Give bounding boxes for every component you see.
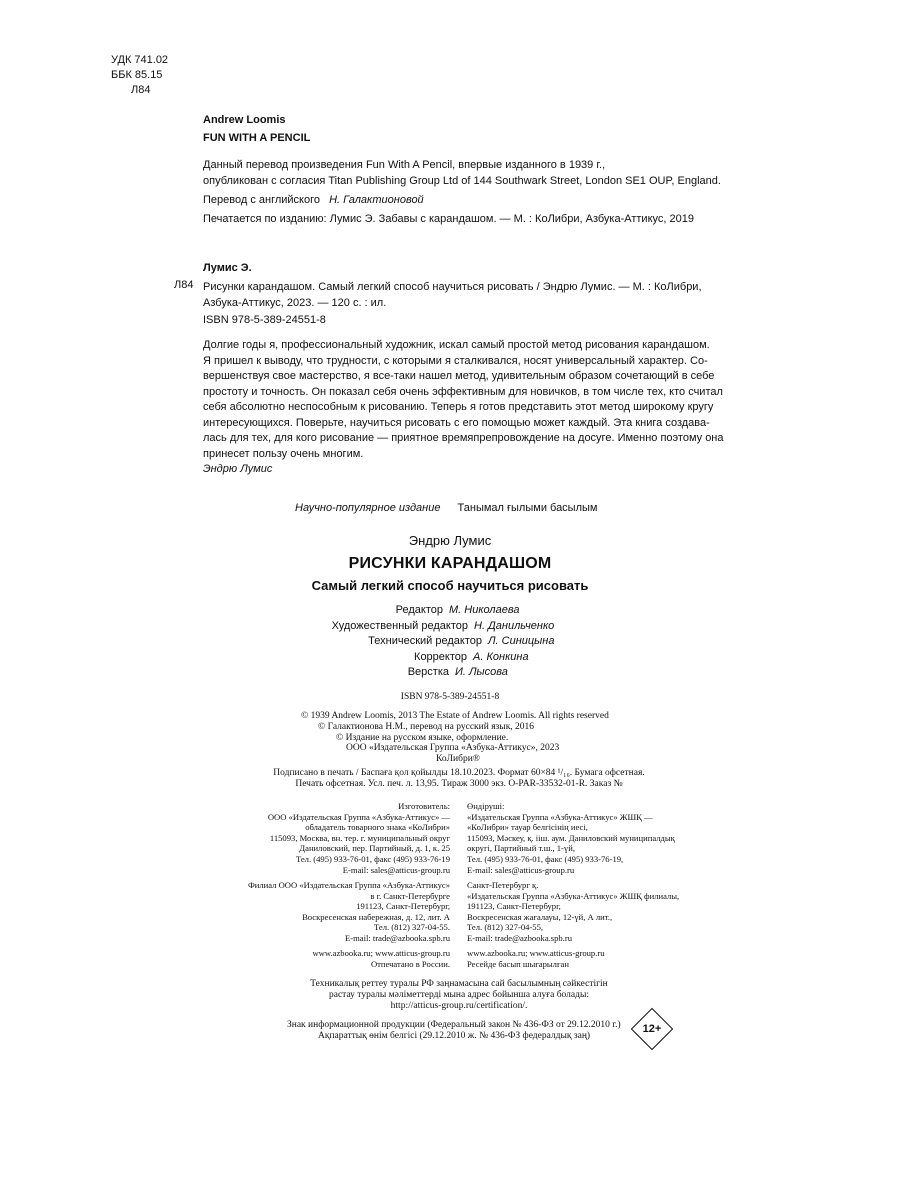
info-sign-line: Ақпараттық өнім белгісі (29.12.2010 ж. № 436-ФЗ федералдық заң) <box>318 1030 591 1041</box>
info-sign-line: Знак информационной продукции (Федеральный закон № 436-ФЗ от 29.12.2010 г.) <box>287 1020 621 1030</box>
book-subtitle: Самый легкий способ научиться рисовать <box>311 578 589 593</box>
copyright-line: ООО «Издательская Группа «Азбука-Аттикус», 2023 <box>346 743 560 754</box>
tech-regulation <box>0 979 900 1011</box>
annotation-line: Я пришел к выводу, что трудности, с которыми я сталкивался, носят универсальный характер. Со- <box>203 354 708 367</box>
book-title: РИСУНКИ КАРАНДАШОМ <box>348 555 552 572</box>
manufacturer-kz-line: E-mail: sales@atticus-group.ru <box>467 864 575 875</box>
manufacturer-ru-line: Даниловский, пер. Партийный, д. 1, к. 25 <box>299 843 450 854</box>
rights-notice <box>203 157 721 189</box>
catalog-isbn: ISBN 978-5-389-24551-8 <box>203 314 326 326</box>
credit-role: Корректор <box>414 650 467 663</box>
classification-codes <box>111 53 168 98</box>
web-ru-line: Отпечатано в России. <box>370 958 450 969</box>
annotation-line: Долгие годы я, профессиональный художник, искал самый простой метод рисования карандашом. <box>203 339 710 351</box>
credit-role: Редактор <box>395 604 443 616</box>
branch-kz-line: Тел. (812) 327-04-55, <box>467 922 544 933</box>
credit-role: Верстка <box>407 666 449 679</box>
copyright-block <box>301 711 609 765</box>
annotation-line: вершенствуя свое мастерство, я все-таки нашел метод, удивительным образом сочетающий в себе <box>203 370 715 382</box>
manufacturer-kz-line: округі, Партийный т.ш., 1-үй, <box>467 843 575 854</box>
print-info <box>0 768 900 790</box>
credit-role: Технический редактор <box>368 635 482 648</box>
web-kz <box>467 948 605 969</box>
annotation <box>203 338 724 478</box>
translator-name: Н. Галактионовой <box>329 194 424 206</box>
annotation-line: себя абсолютно неспособным к рисованию. Теперь я готов представить этот метод широкому кругу <box>203 401 714 413</box>
credit-name: А. Конкина <box>473 650 529 663</box>
manufacturer-ru-line: обладатель товарного знака «КоЛибри» <box>305 822 450 833</box>
annotation-signature: Эндрю Лумис <box>203 463 273 475</box>
branch-kz-line: «Издательская Группа «Азбука-Аттикус» ЖШҚ филиалы, <box>467 890 680 901</box>
tech-regulation-line: Техникалық реттеу туралы РФ заңнамасына сай басылымның сәйкестігін <box>310 979 608 989</box>
author-mark: Л84 <box>131 84 151 96</box>
tech-regulation-line: растау туралы мәліметтерді мына адрес бойынша алуға болады: <box>329 989 589 1000</box>
manufacturer-ru-line: ООО «Издательская Группа «Азбука-Аттикус» — <box>267 811 450 822</box>
manufacturer-kz <box>467 801 675 875</box>
edition-type <box>295 502 597 514</box>
web-ru <box>312 948 450 969</box>
catalog-line: Рисунки карандашом. Самый легкий способ научиться рисовать / Эндрю Лумис. — М. : КоЛибри, <box>203 281 702 293</box>
catalog-heading: Лумис Э. <box>203 262 252 274</box>
printed-from: Печатается по изданию: Лумис Э. Забавы с карандашом. — М. : КоЛибри, Азбука-Аттикус, 2019 <box>203 213 694 225</box>
branch-ru-line: Филиал ООО «Издательская Группа «Азбука-Аттикус» <box>247 880 450 890</box>
rights-line: Данный перевод произведения Fun With A Pencil, впервые изданного в 1939 г., <box>203 159 606 171</box>
branch-ru-line: Воскресенская набережная, д. 12, лит. А <box>302 911 450 922</box>
copyright-line: © 1939 Andrew Loomis, 2013 The Estate of Andrew Loomis. All rights reserved <box>301 711 609 721</box>
age-rating-badge: 12+ <box>642 1023 662 1035</box>
manufacturer-ru-line: 115093, Москва, вн. тер. г. муниципальный округ <box>269 832 450 843</box>
credit-name: Н. Данильченко <box>474 619 555 632</box>
annotation-line: лась для тех, для кого рисование — приятное времяпрепровождение на досуге. Именно поэтому она <box>203 432 724 444</box>
original-title: FUN WITH A PENCIL <box>203 132 311 144</box>
credit-row <box>0 603 900 619</box>
catalog-mark: Л84 <box>174 279 194 291</box>
edition-author: Эндрю Лумис <box>408 533 492 548</box>
branch-ru-line: 191123, Санкт-Петербург, <box>356 901 450 912</box>
credit-role: Художественный редактор <box>331 619 468 632</box>
copyright-line: КоЛибри® <box>436 754 481 765</box>
manufacturer-kz-line: «КоЛибри» тауар белгісінің иесі, <box>467 822 588 833</box>
bbk-code: ББК 85.15 <box>111 69 163 81</box>
branch-kz-line: Санкт-Петербург қ. <box>467 880 539 890</box>
isbn-small: ISBN 978-5-389-24551-8 <box>400 692 500 702</box>
manufacturer-ru <box>268 801 450 875</box>
udk-code: УДК 741.02 <box>111 54 169 66</box>
branch-kz-line: 191123, Санкт-Петербург, <box>467 901 561 912</box>
branch-ru-line: E-mail: trade@azbooka.spb.ru <box>344 932 450 943</box>
manufacturer-ru-line: E-mail: sales@atticus-group.ru <box>342 864 450 875</box>
manufacturer-kz-line: Өндіруші: <box>467 801 505 811</box>
annotation-line: простоту и точность. Он показал себя очень эффективным для новичков, в том числе тех, кто считал <box>203 385 723 398</box>
branch-ru <box>248 880 450 944</box>
info-sign <box>287 1020 621 1042</box>
branch-kz-line: Воскресенская жағалауы, 12-үй, А лит., <box>467 911 613 922</box>
web-kz-line: Ресейде басып шығарылған <box>467 958 569 969</box>
print-info-line: Подписано в печать / Баспаға қол қойылды 18.10.2023. Формат 60×84 ¹/₁₆. Бумага офсетная. <box>273 768 645 778</box>
branch-kz-line: E-mail: trade@azbooka.spb.ru <box>467 932 573 943</box>
catalog-description <box>203 279 702 311</box>
branch-ru-line: в г. Санкт-Петербурге <box>370 890 450 901</box>
credit-name: Л. Синицына <box>488 635 555 648</box>
web-ru-line: www.azbooka.ru; www.atticus-group.ru <box>312 948 450 958</box>
credit-row <box>0 634 900 650</box>
catalog-line: Азбука-Аттикус, 2023. — 120 с. : ил. <box>203 297 387 309</box>
credit-row <box>0 619 900 635</box>
translation-label: Перевод с английского <box>203 194 320 206</box>
edition-type-ru: Научно-популярное издание <box>295 502 441 514</box>
annotation-line: принесет пользу очень многим. <box>203 447 364 460</box>
manufacturer-ru-line: Изготовитель: <box>398 801 450 811</box>
print-info-line: Печать офсетная. Усл. печ. л. 13,95. Тираж 3000 экз. O-PAR-33532-01-R. Заказ № <box>295 778 623 789</box>
original-author: Andrew Loomis <box>203 114 286 126</box>
credit-name: И. Лысова <box>455 666 508 679</box>
edition-type-kz: Танымал ғылыми басылым <box>457 502 598 514</box>
annotation-line: интересующихся. Поверьте, научиться рисовать с его помощью может каждый. Эта книга создава- <box>203 416 710 429</box>
web-kz-line: www.azbooka.ru; www.atticus-group.ru <box>467 948 605 958</box>
original-work <box>203 111 310 147</box>
manufacturer-ru-line: Тел. (495) 933-76-01, факс (495) 933-76-19 <box>295 853 450 864</box>
copyright-line: © Издание на русском языке, оформление. <box>336 732 509 743</box>
branch-kz <box>467 880 679 944</box>
credit-row <box>0 665 900 681</box>
branch-ru-line: Тел. (812) 327-04-55. <box>373 922 450 933</box>
manufacturer-kz-line: Тел. (495) 933-76-01, факс (495) 933-76-19, <box>467 853 624 864</box>
rights-line: опубликован с согласия Titan Publishing Group Ltd of 144 Southwark Street, London SE1 OUP, England. <box>203 175 721 187</box>
tech-regulation-line: http://atticus-group.ru/certification/. <box>390 1000 528 1011</box>
copyright-line: © Галактионова Н.М., перевод на русский язык, 2016 <box>318 721 535 732</box>
credit-name: М. Николаева <box>449 604 520 616</box>
translation-credit <box>203 194 424 206</box>
manufacturer-kz-line: «Издательская Группа «Азбука-Аттикус» ЖШҚ — <box>467 811 653 822</box>
manufacturer-kz-line: 115093, Мәскеу, қ. ііш. аум. Даниловский муниципалдық <box>467 832 675 843</box>
credits <box>0 603 900 681</box>
credit-row <box>0 650 900 666</box>
